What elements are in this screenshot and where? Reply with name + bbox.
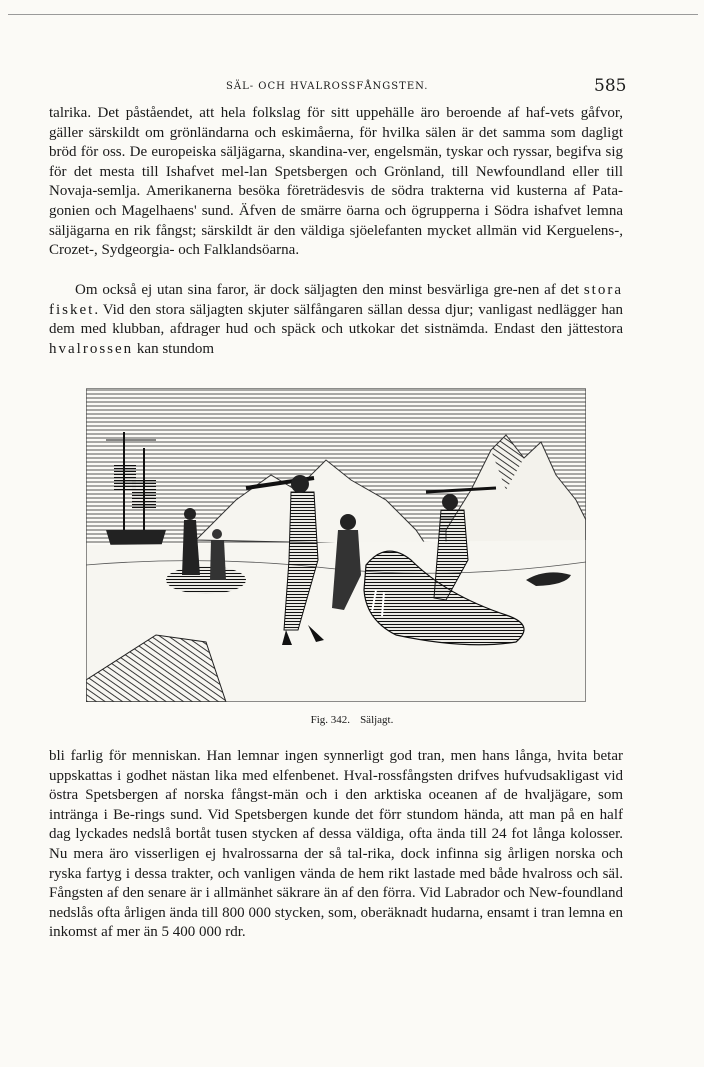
- figure-label: Fig. 342.: [310, 714, 351, 726]
- paragraph-2-text-c: kan stundom: [133, 340, 214, 357]
- top-rule: [8, 14, 698, 15]
- paragraph-2-text-a: Om också ej utan sina faror, är dock säljagten den minst besvärliga gre-nen af det: [75, 282, 584, 298]
- paragraph-3: bli farlig för menniskan. Han lemnar ingen synnerligt god tran, men hans långa, hvita betar uppskattas i godhet nästan lika med elfenbenet. Hval-rossfångsten drifves hufvudsakligast vid östra Spetsbergen af norska fångst-män och i den arktiska oceanen af de hvaljägare, som intränga i Be-rings sund. Vid Spetsbergen kunde det förr stundom hända, att man på en half dag lyckades nedslå bortåt tusen stycken af dessa väldiga, ofta ända till 24 fot långa kolosser. Nu mera äro visserligen ej hvalrossarna der så tal-rika, dock infinna sig årligen norska och ryska fartyg i dessa trakter, och vanligen vända de hem rikt lastade med både hvalross och säl. Fångsten af den senare är i allmänhet säkrare än af den förra. Vid Labrador och New-foundland nedslås ofta årligen ända till 800 000 stycken, som, oberäknadt hudarna, ensamt i tran lemna en inkomst af mer än 5 400 000 rdr.: [49, 748, 623, 941]
- running-title: SÄL- OCH HVALROSSFÅNGSTEN.: [226, 81, 429, 92]
- figure-caption: [0, 714, 704, 726]
- spaced-term-hvalrossen: hvalrossen: [49, 340, 134, 357]
- running-head: [0, 78, 704, 98]
- page-number: 585: [594, 76, 627, 96]
- figure-title: Säljagt.: [360, 714, 394, 726]
- engraving-seal-hunt: [86, 380, 586, 702]
- engraving-illustration: [86, 380, 586, 702]
- paragraph-1: talrika. Det påståendet, att hela folkslag för sitt uppehälle äro beroende af haf-vets gåfvor, gäller särskildt om grönländarna och eskimåerna, för hvilka sälen är det samma som dagligt bröd för oss. De europeiska säljägarna, skandina-ver, engelsmän, tyskar och ryssar, begifva sig för det mesta till Ishafvet mel-lan Spetsbergen och Grönland, till Newfoundland eller till Novaja-semlja. Amerikanerna besöka företrädesvis de södra trakterna vid kusterna af Pata-gonien och Magelhaens' sund. Äfven de smärre öarna och ögrupperna i Södra ishafvet lemna säljägarna en rik fångst; särskildt är den väldiga sjöelefanten mycket allmän vid Kerguelens-, Crozet-, Sydgeorgia- och Falklandsöarna.: [49, 105, 623, 259]
- paragraph-2-text-b: . Vid den stora säljagten skjuter sälfångaren sällan dessa djur; vanligast nedlägger han dem med klubban, afdrager hud och späck och utkokar det sistnämda. Endast den jättestora: [49, 301, 623, 338]
- paragraph-2: [49, 281, 623, 359]
- spaced-term-stora-fisket: stora fisket: [49, 282, 623, 318]
